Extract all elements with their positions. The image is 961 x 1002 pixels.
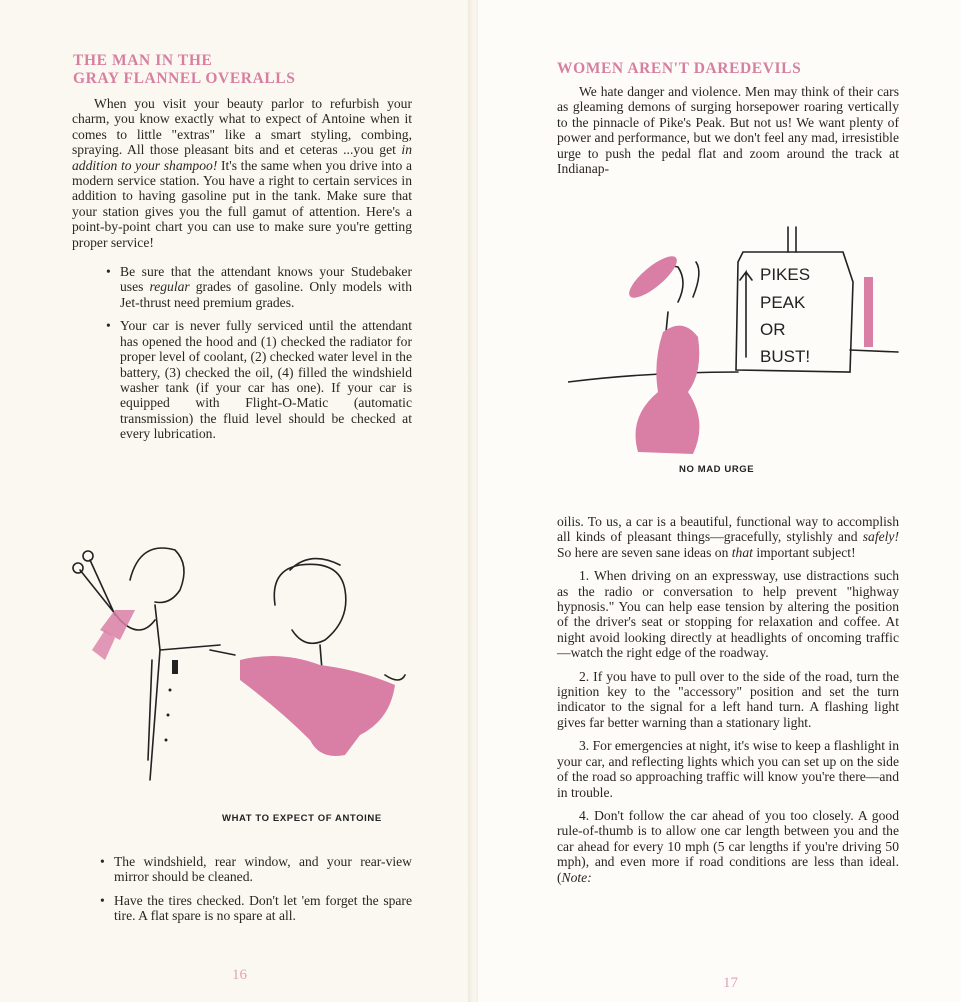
list-item: • Have the tires checked. Don't let 'em forget the spare tire. A flat spare is no spare at all. [114,893,412,924]
continued-paragraph: oilis. To us, a car is a beautiful, functional way to accomplish all kinds of pleasant things—gracefully, stylishly and safely! So here are seven sane ideas on that important subject! [557,514,899,560]
service-checklist-continued [72,854,412,924]
right-body-text [557,84,899,184]
safety-tip: 3. For emergencies at night, it's wise to keep a flashlight in your car, and reflecting lights which you can set up on the side of the road so approaching traffic will know you're there—and in trouble. [557,738,899,800]
page-number: 16 [232,967,247,983]
illustration-caption: WHAT TO EXPECT OF ANTOINE [222,813,382,824]
sign-line: OR [760,320,786,339]
section-heading-gray-flannel [73,52,295,87]
left-body-text-bottom [72,854,412,932]
left-page [0,0,470,1002]
antoine-illustration [60,510,430,800]
right-body-text-bottom [557,514,899,893]
list-item: • Your car is never fully serviced until the attendant has opened the hood and (1) checked the radiator for proper level of coolant, (2) checked water level in the battery, (3) checked the oil, (4) filled the windshield washer tank (if your car has one). If your car is equipped with Flight-O-Matic (automatic transmission) the fluid level should be checked at every lubrication. [120,318,412,441]
left-body-text [72,96,412,450]
safety-tip: 1. When driving on an expressway, use distractions such as the radio or conversation to help prevent "highway hypnosis." You can help ease tension by altering the position of the driver's seat or stopping for relaxation and coffee. At night avoid looking directly at headlights of oncoming traffic—watch the right edge of the roadway. [557,568,899,661]
heading-line: GRAY FLANNEL OVERALLS [73,69,296,87]
sign-line: BUST! [760,347,811,366]
sign-line: PIKES [760,265,811,284]
safety-tip: 4. Don't follow the car ahead of you too closely. A good rule-of-thumb is to allow one car length between you and the car ahead for every 10 mph (5 car lengths if you're driving 50 mph), and even more if road conditions are less than ideal. (Note: [557,807,899,885]
sign-line: PEAK [760,293,806,312]
right-page [478,0,961,1002]
illustration-caption: NO MAD URGE [679,464,755,475]
service-checklist [72,264,412,441]
heading-line: THE MAN IN THE [73,52,213,69]
safety-tip: 2. If you have to pull over to the side of the road, turn the ignition key to the "accessory" position and set the turn indicator to the signal for a left hand turn. A flashing light gives far better warning than a stationary light. [557,668,899,730]
page-number: 17 [723,975,738,991]
pikes-peak-illustration [568,222,908,462]
intro-paragraph: When you visit your beauty parlor to refurbish your charm, you know exactly what to expect of Antoine when it comes to little "extras" like a smart styling, combing, spraying. All those pleasant bits and et ceteras ...you get in addition to your shampoo! It's the same when you drive into a modern service station. You have a right to certain services in addition to having gasoline put in the tank. Make sure that your station gives you the full gamut of attention. Here's a point-by-point chart you can use to make sure you're getting proper service! [72,96,413,250]
list-item: • Be sure that the attendant knows your Studebaker uses regular grades of gasoline. Only models with Jet-thrust need premium grades. [120,264,412,310]
list-item: • The windshield, rear window, and your rear-view mirror should be cleaned. [114,854,412,885]
intro-paragraph: We hate danger and violence. Men may think of their cars as gleaming demons of surging horsepower roaring vertically to the pinnacle of Pike's Peak. But not us! We want plenty of power and performance, but we don't feel any mad, irresistible urge to push the pedal flat and zoom around the track at Indianap- [557,84,899,177]
section-heading-daredevils: WOMEN AREN'T DAREDEVILS [557,60,802,77]
